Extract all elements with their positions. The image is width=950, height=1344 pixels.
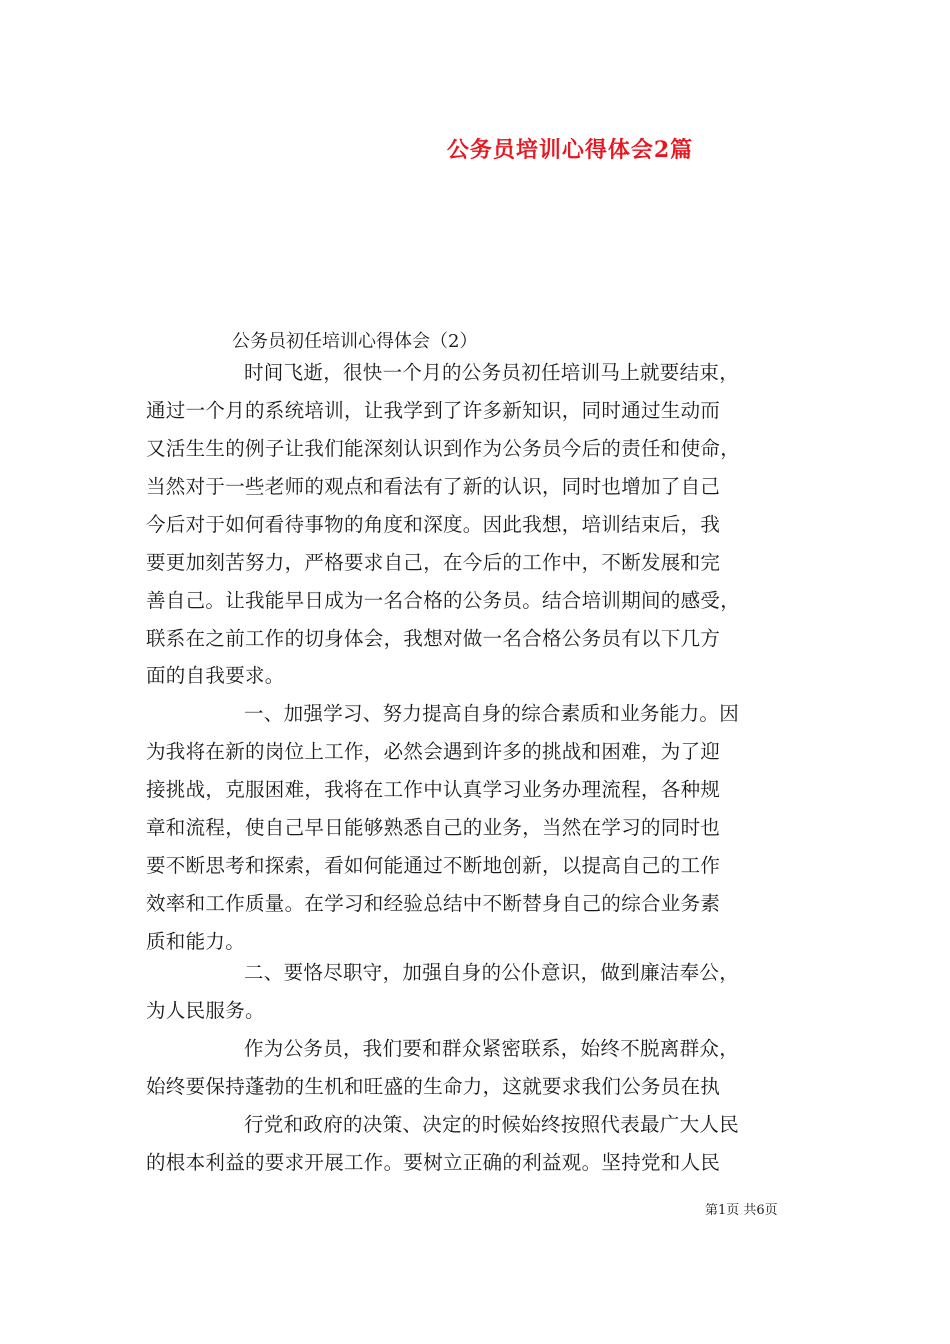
body-line: 的根本利益的要求开展工作。要树立正确的利益观。坚持党和人民 <box>146 1151 721 1174</box>
page-number-footer: 第1页 共6页 <box>705 1203 778 1218</box>
body-line: 今后对于如何看待事物的角度和深度。因此我想，培训结束后，我 <box>146 513 721 536</box>
body-line: 时间飞逝，很快一个月的公务员初任培训马上就要结束， <box>244 361 740 384</box>
body-line: 始终要保持蓬勃的生机和旺盛的生命力，这就要求我们公务员在执 <box>146 1075 721 1098</box>
body-line: 又活生生的例子让我们能深刻认识到作为公务员今后的责任和使命， <box>146 437 741 460</box>
body-line: 作为公务员，我们要和群众紧密联系，始终不脱离群众， <box>244 1037 740 1060</box>
body-line: 二、要恪尽职守，加强自身的公仆意识，做到廉洁奉公， <box>244 961 740 984</box>
body-line: 通过一个月的系统培训，让我学到了许多新知识，同时通过生动而 <box>146 399 721 422</box>
body-line: 要不断思考和探索，看如何能通过不断地创新，以提高自己的工作 <box>146 854 721 877</box>
body-line: 行党和政府的决策、决定的时候始终按照代表最广大人民 <box>244 1113 740 1136</box>
body-line: 质和能力。 <box>146 930 246 953</box>
body-line: 面的自我要求。 <box>146 664 285 687</box>
page-title: 公务员培训心得体会2篇 <box>446 137 694 163</box>
body-line: 当然对于一些老师的观点和看法有了新的认识，同时也增加了自己 <box>146 475 721 498</box>
body-line: 为我将在新的岗位上工作，必然会遇到许多的挑战和困难，为了迎 <box>146 740 721 763</box>
body-line: 效率和工作质量。在学习和经验总结中不断替身自己的综合业务素 <box>146 892 721 915</box>
body-line: 联系在之前工作的切身体会，我想对做一名合格公务员有以下几方 <box>146 627 721 650</box>
document-subtitle: 公务员初任培训心得体会（2） <box>232 331 478 352</box>
body-line: 章和流程，使自己早日能够熟悉自己的业务，当然在学习的同时也 <box>146 816 721 839</box>
body-line: 要更加刻苦努力，严格要求自己，在今后的工作中，不断发展和完 <box>146 551 721 574</box>
body-line: 善自己。让我能早日成为一名合格的公务员。结合培训期间的感受， <box>146 589 741 612</box>
body-line: 为人民服务。 <box>146 999 265 1022</box>
body-line: 接挑战，克服困难，我将在工作中认真学习业务办理流程，各种规 <box>146 778 721 801</box>
body-line: 一、加强学习、努力提高自身的综合素质和业务能力。因 <box>244 702 740 725</box>
